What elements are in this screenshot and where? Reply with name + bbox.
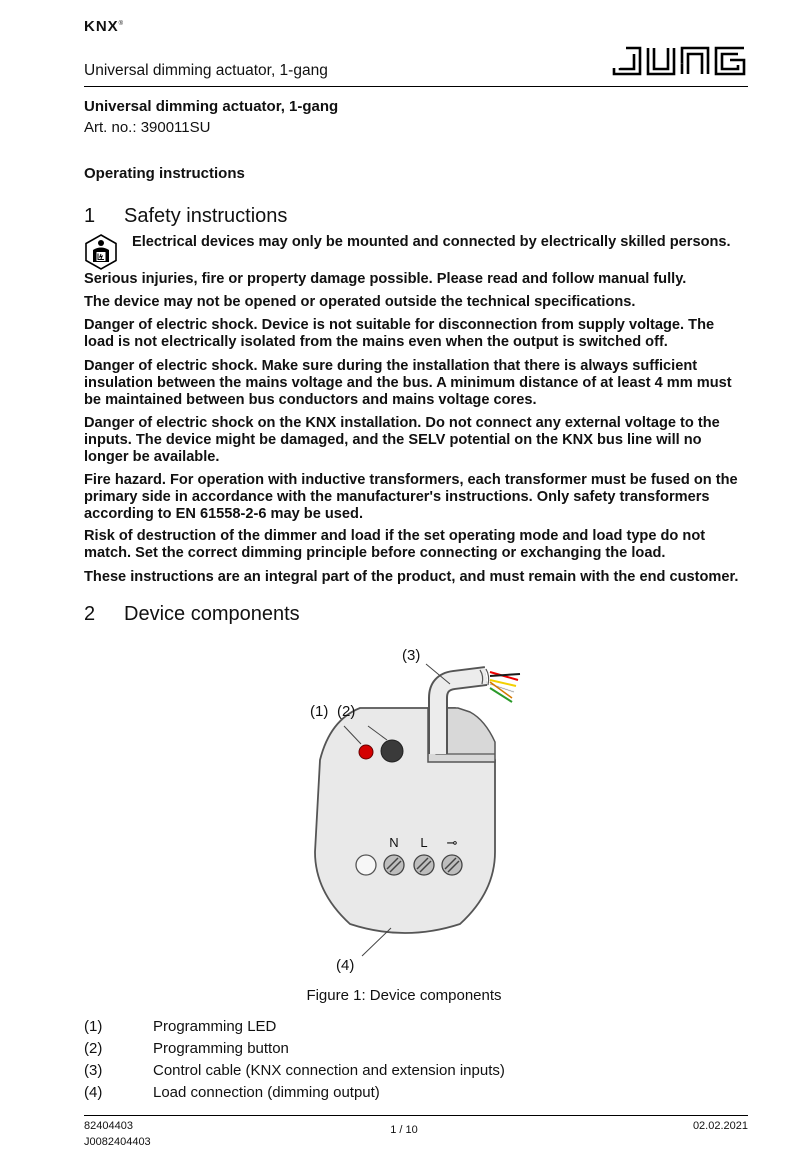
safety-paragraph: Serious injuries, fire or property damage possible. Please read and follow manual fully.	[84, 271, 687, 287]
header-divider	[84, 86, 748, 87]
safety-paragraph: Danger of electric shock on the KNX installation. Do not connect any external voltage to the inputs. The device might be damaged, and the SELV potential on the KNX bus line will no longer be available.	[84, 415, 720, 465]
footer-page-number: 1 / 10	[390, 1124, 418, 1136]
jung-logo-text: JUNG	[680, 64, 683, 65]
footer-date: 02.02.2021	[692, 1120, 748, 1132]
legend-item	[84, 1018, 684, 1040]
jung-logo	[612, 44, 748, 78]
component-legend	[84, 1018, 684, 1106]
callout-2: (2)	[337, 703, 356, 720]
safety-paragraph: Danger of electric shock. Device is not suitable for disconnection from supply voltage. The load is not electrically isolated from the mains even when the output is switched off.	[84, 317, 715, 350]
safety-paragraph: These instructions are an integral part of the product, and must remain with the end customer.	[84, 569, 739, 585]
section-heading-safety: 1 Safety instructions	[84, 205, 288, 227]
footer-doc-number: 82404403	[84, 1120, 133, 1132]
header-title: Universal dimming actuator, 1-gang	[84, 62, 328, 79]
legend-number: (1)	[84, 1018, 103, 1035]
article-number: Art. no.: 390011SU	[84, 119, 211, 136]
legend-text: Control cable (KNX connection and extension inputs)	[153, 1062, 505, 1079]
legend-number: (3)	[84, 1062, 103, 1079]
legend-item	[84, 1040, 684, 1062]
terminal-label-n: N	[389, 835, 399, 850]
legend-text: Load connection (dimming output)	[153, 1084, 380, 1101]
knx-logo: KNX®	[84, 18, 125, 35]
callout-1: (1)	[310, 703, 329, 720]
legend-text: Programming button	[153, 1040, 289, 1057]
terminal-screws	[384, 855, 462, 875]
safety-paragraph: Electrical devices may only be mounted and connected by electrically skilled persons.	[132, 234, 731, 250]
footer-divider	[84, 1115, 748, 1116]
programming-button	[381, 740, 403, 762]
safety-paragraph: Fire hazard. For operation with inductive transformers, each transformer must be fused on the primary side in accordance with the manufacturer's instructions. Only safety transformers according to EN 61558-2-6 may be used.	[84, 472, 738, 522]
callout-3: (3)	[402, 647, 421, 664]
callout-4: (4)	[336, 957, 355, 974]
document-title: Universal dimming actuator, 1-gang	[84, 98, 339, 115]
safety-paragraph: The device may not be opened or operated outside the technical specifications.	[84, 294, 636, 310]
legend-number: (2)	[84, 1040, 103, 1057]
terminal-blank	[356, 855, 376, 875]
footer-reference: J0082404403	[84, 1136, 151, 1148]
device-components-figure	[290, 642, 530, 977]
programming-led	[359, 745, 373, 759]
legend-text: Programming LED	[153, 1018, 277, 1035]
safety-paragraph: Danger of electric shock. Make sure during the installation that there is always sufficient insulation between the mains voltage and the bus. A minimum distance of at least 4 mm must be maintained between bus conductors and mains voltage cores.	[84, 358, 732, 408]
legend-item	[84, 1062, 684, 1084]
operating-instructions-label: Operating instructions	[84, 165, 245, 182]
section-heading-device-components: 2 Device components	[84, 603, 300, 625]
safety-paragraph: Risk of destruction of the dimmer and load if the set operating mode and load type do not match. Set the correct dimming principle before connecting or exchanging the load.	[84, 528, 706, 561]
electrician-warning-icon	[84, 234, 118, 270]
legend-number: (4)	[84, 1084, 103, 1101]
figure-caption: Figure 1: Device components	[306, 987, 502, 1004]
legend-item	[84, 1084, 684, 1106]
terminal-label-dimming: ⊸	[446, 835, 458, 850]
terminal-label-l: L	[420, 835, 428, 850]
